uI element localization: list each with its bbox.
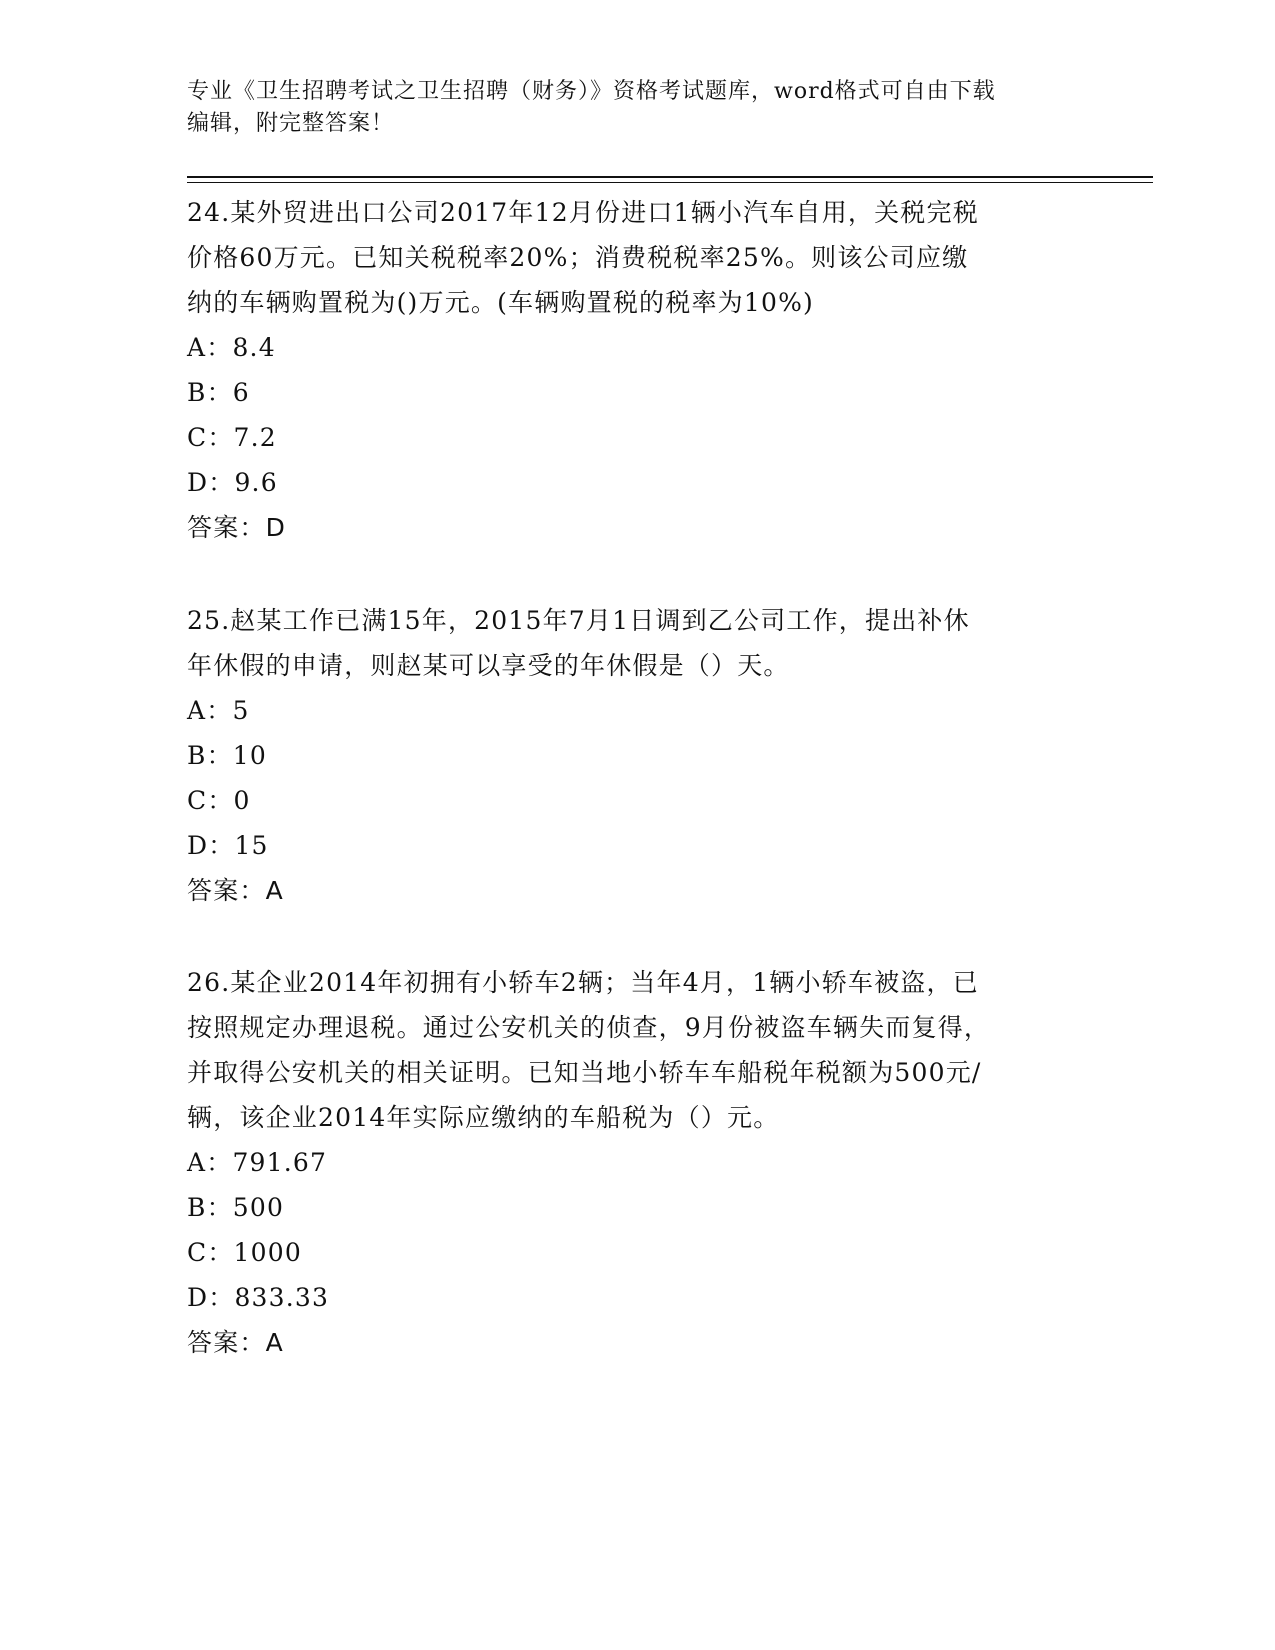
question-text-line: 并取得公安机关的相关证明。已知当地小轿车车船税年税额为500元/ — [187, 1058, 982, 1087]
answer-label: 答案：A — [187, 1328, 284, 1357]
option-d: D：9.6 — [187, 468, 278, 497]
header-divider-thin — [187, 182, 1153, 183]
document-header — [187, 76, 1067, 140]
option-c: C：1000 — [187, 1238, 302, 1267]
question-text-line: 纳的车辆购置税为()万元。(车辆购置税的税率为10%) — [187, 288, 814, 317]
question-text-line: 26.某企业2014年初拥有小轿车2辆；当年4月，1辆小轿车被盗，已 — [187, 968, 979, 997]
option-b: B：6 — [187, 378, 250, 407]
question-text-line: 价格60万元。已知关税税率20%；消费税税率25%。则该公司应缴 — [187, 243, 969, 272]
question-25 — [187, 598, 1087, 913]
option-a: A：8.4 — [187, 333, 276, 362]
option-d: D：833.33 — [187, 1283, 330, 1312]
option-c: C：7.2 — [187, 423, 277, 452]
option-b: B：500 — [187, 1193, 285, 1222]
question-26 — [187, 960, 1087, 1365]
option-d: D：15 — [187, 831, 269, 860]
header-divider-thick — [187, 176, 1153, 178]
question-text-line: 24.某外贸进出口公司2017年12月份进口1辆小汽车自用，关税完税 — [187, 198, 979, 227]
question-text-line: 25.赵某工作已满15年，2015年7月1日调到乙公司工作，提出补休 — [187, 606, 970, 635]
header-line-2: 编辑，附完整答案！ — [187, 111, 395, 136]
header-line-1: 专业《卫生招聘考试之卫生招聘（财务）》资格考试题库，word格式可自由下载 — [187, 79, 996, 104]
question-text-line: 年休假的申请，则赵某可以享受的年休假是（）天。 — [187, 651, 790, 680]
question-text-line: 辆，该企业2014年实际应缴纳的车船税为（）元。 — [187, 1103, 780, 1132]
option-a: A：5 — [187, 696, 250, 725]
answer-label: 答案：A — [187, 876, 284, 905]
option-b: B：10 — [187, 741, 267, 770]
answer-label: 答案：D — [187, 513, 287, 542]
question-24 — [187, 190, 1087, 550]
option-a: A：791.67 — [187, 1148, 328, 1177]
option-c: C：0 — [187, 786, 251, 815]
question-text-line: 按照规定办理退税。通过公安机关的侦查，9月份被盗车辆失而复得， — [187, 1013, 991, 1042]
